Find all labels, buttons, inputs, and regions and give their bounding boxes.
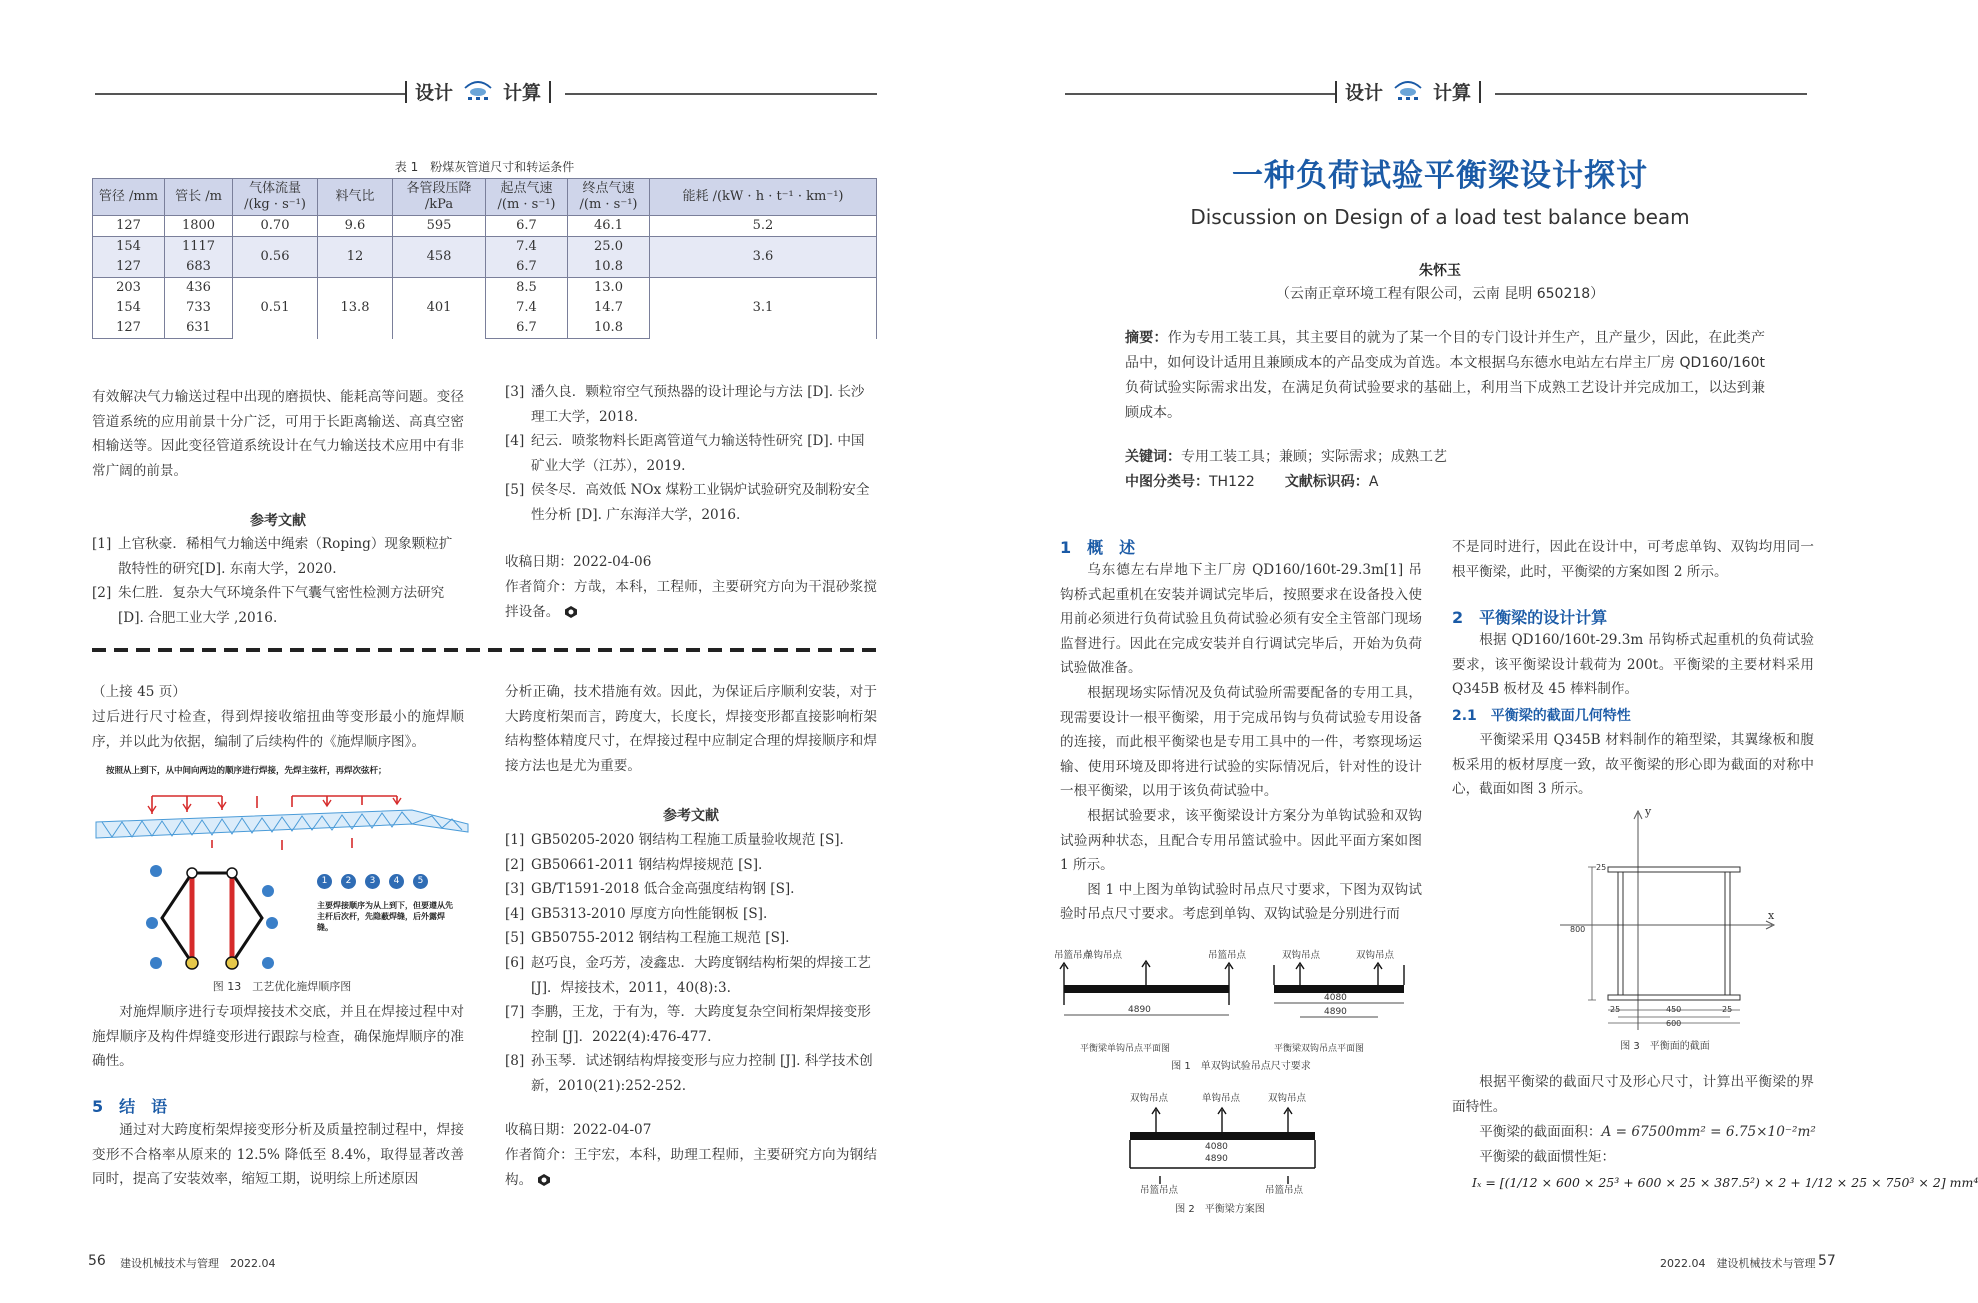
area-line: [1452, 1120, 1832, 1145]
reference-item: [505, 877, 877, 902]
cloud-computing-icon: [461, 80, 495, 104]
affiliation: （云南正章环境工程有限公司，云南 昆明 650218）: [1275, 286, 1605, 302]
table-cell: 0.56: [233, 237, 318, 278]
subsection-heading: 2.1 平衡梁的截面几何特性: [1452, 708, 1631, 724]
truss-drawing: [92, 788, 472, 860]
reference-number: [8]: [505, 1053, 525, 1070]
table-caption: 表 1 粉煤灰管道尺寸和转运条件: [394, 160, 575, 174]
figure-sub-caption: 平衡梁单钩吊点平面图: [1080, 1044, 1171, 1054]
header-divider: [405, 81, 407, 103]
reference-number: [1]: [92, 536, 112, 552]
reference-number: [4]: [505, 433, 525, 450]
dashed-divider: [92, 648, 877, 652]
table-cell: 9.6: [318, 216, 393, 237]
reference-number: [2]: [92, 585, 112, 602]
sequence-dot: 1: [317, 874, 332, 889]
reference-text: 赵巧良，金巧芳，凌鑫忠．大跨度钢结构桁架的焊接工艺 [J]．焊接技术，2011，40(8):3.: [531, 954, 871, 996]
figure-banner-text: 按照从上到下，从中间向两边的顺序进行焊接，先焊主弦杆，再焊次弦杆；: [106, 766, 387, 776]
table-cell: 154: [93, 298, 165, 318]
reference-item: [505, 853, 877, 878]
table-header-cell: 起点气速 /(m · s⁻¹): [486, 179, 568, 216]
doc-code-value: A: [1368, 474, 1379, 490]
paragraph: 过后进行尺寸检查，得到焊接收缩扭曲等变形最小的施焊顺序，并以此为依据，编制了后续构件的《施焊顺序图》。: [92, 709, 464, 750]
reference-number: [5]: [505, 482, 525, 499]
reference-number: [5]: [505, 930, 525, 947]
table-cell: 3.6: [650, 237, 877, 278]
section-1-body: [1060, 558, 1422, 927]
reference-text: 李鹏，王龙，于有为，等．大跨度复杂空间桁架焊接变形控制 [J]．2022(4):476-477.: [531, 1004, 871, 1045]
table-cell: 10.8: [568, 318, 650, 339]
figure-note: 主要焊接顺序为从上到下，但要遵从先主杆后次杆，先隐蔽焊缝，后外露焊缝。: [317, 901, 453, 932]
reference-number: [6]: [505, 954, 525, 971]
table-cell: 127: [93, 216, 165, 237]
table-cell: 127: [93, 318, 165, 339]
references-title: 参考文献: [250, 513, 306, 529]
figure-caption: 图 3 平衡面的截面: [1620, 1041, 1710, 1052]
page-header: [1335, 78, 1481, 105]
basket-label: 吊篮吊点: [1140, 1185, 1179, 1196]
paragraph: 平衡梁采用 Q345B 材料制作的箱型梁，其翼缘板和腹板采用的板材厚度一致，故平衡梁的形心即为截面的对称中心，截面如图 3 所示。: [1452, 732, 1814, 798]
reference-text: 潘久良．颗粒帘空气预热器的设计理论与方法 [D]. 长沙理工大学，2018.: [531, 384, 865, 425]
data-table: [92, 178, 877, 339]
paragraph: 乌东德左右岸地下主厂房 QD160/160t-29.3m[1] 吊钩桥式起重机在安装并调试完毕后，按照要求在设备投入使用前必须进行负荷试验且负荷试验必须有安全主管部门现场监督进行。因此在完成安装并自行调试完毕后，开始为负荷试验做准备。: [1060, 562, 1422, 677]
single-hook-label: 单钩吊点: [1084, 950, 1123, 961]
paragraph: 根据现场实际情况及负荷试验所需要配备的专用工具，现需要设计一根平衡梁，用于完成吊钩与负荷试验专用设备的连接，而此根平衡梁也是专用工具中的一件，考察现场运输、使用环境及即将进行试验的实际情况后，针对性的设计一根平衡梁，以用于该负荷试验中。: [1060, 684, 1422, 800]
reference-number: [2]: [505, 856, 525, 873]
dimension-label: 25: [1722, 1005, 1733, 1014]
reference-text: GB/T1591-2018 低合金高强度结构钢 [S].: [531, 881, 795, 898]
table-cell: 203: [93, 278, 165, 299]
section-heading: 2 平衡梁的设计计算: [1452, 608, 1608, 627]
author-bio-text: 作者简介：方哉，本科，工程师，主要研究方向为干混砂浆搅拌设备。: [505, 579, 877, 620]
table-cell: 6.7: [486, 257, 568, 278]
table-cell: 1800: [165, 216, 233, 237]
reference-number: [7]: [505, 1004, 525, 1021]
table-cell: 46.1: [568, 216, 650, 237]
reference-item: [505, 429, 877, 478]
header-rule-left: [95, 93, 405, 95]
reference-number: [1]: [505, 832, 525, 848]
reference-number: [4]: [505, 905, 525, 922]
dimension-label: 450: [1666, 1005, 1682, 1014]
dimension-label: 25: [1596, 863, 1607, 872]
figure-caption: 图 2 平衡梁方案图: [1175, 1204, 1265, 1215]
table-header-cell: 气体流量 /(kg · s⁻¹): [233, 179, 318, 216]
clc-label: 中图分类号：: [1125, 474, 1209, 490]
article-title: 一种负荷试验平衡梁设计探讨: [1232, 158, 1648, 194]
table-cell: 7.4: [486, 298, 568, 318]
figure-2: [1120, 1090, 1360, 1215]
table-cell: 3.1: [650, 278, 877, 339]
table-cell: 127: [93, 257, 165, 278]
axis-y-label: y: [1645, 805, 1652, 818]
left-page: [0, 0, 960, 1303]
header-divider: [549, 81, 551, 103]
header-design-word: 设计: [1345, 82, 1384, 104]
paragraph: 通过对大跨度桁架焊接变形分析及质量控制过程中，焊接变形不合格率从原来的 12.5% 降低至 8.4%，取得显著改善同时，提高了安装效率，缩短工期，说明综上所述原因: [92, 1122, 464, 1188]
table-row: [93, 216, 877, 237]
table-cell: 0.51: [233, 278, 318, 339]
table-cell: 5.2: [650, 216, 877, 237]
reference-item: [505, 1000, 877, 1049]
table-cell: 1117: [165, 237, 233, 258]
dimension-label: 25: [1610, 1005, 1621, 1014]
keywords-label: 关键词：: [1125, 449, 1181, 465]
reference-text: 孙玉琴．试述钢结构焊接变形与应力控制 [J]. 科学技术创新，2010(21):252-252.: [531, 1053, 873, 1094]
reference-text: GB5313-2010 厚度方向性能钢板 [S].: [531, 905, 768, 922]
reference-item: [505, 1049, 877, 1098]
classification: [1125, 470, 1765, 495]
paragraph: 根据试验要求，该平衡梁设计方案分为单钩试验和双钩试验两种状态，且配合专用吊篮试验中。因此平面方案如图 1 所示。: [1060, 807, 1422, 874]
axis-x-label: x: [1768, 909, 1775, 922]
reference-item: [505, 478, 877, 527]
paragraph: 有效解决气力输送过程中出现的磨损快、能耗高等问题。变径管道系统的应用前景十分广泛，可用于长距离输送、高真空密相输送等。因此变径管道系统设计在气力输送技术应用中有非常广阔的前景。: [92, 389, 464, 479]
page-number: 56: [88, 1253, 106, 1269]
abstract: [1125, 326, 1765, 426]
paragraph: 根据平衡梁的截面尺寸及形心尺寸，计算出平衡梁的界面特性。: [1452, 1074, 1814, 1115]
double-hook-label: 双钩吊点: [1268, 1093, 1307, 1104]
reference-item: [505, 380, 877, 429]
basket-label: 吊篮吊点: [1054, 950, 1093, 961]
table-header-cell: 能耗 /(kW · h · t⁻¹ · km⁻¹): [650, 179, 877, 216]
table-cell: 0.70: [233, 216, 318, 237]
table-cell: 6.7: [486, 216, 568, 237]
reference-text: 侯冬尽．高效低 NOx 煤粉工业锅炉试验研究及制粉安全性分析 [D]. 广东海洋大学，2016.: [531, 482, 870, 523]
reference-text: 纪云．喷浆物料长距离管道气力输送特性研究 [D]. 中国矿业大学（江苏），2019.: [531, 433, 865, 474]
reference-item: [505, 828, 877, 853]
header-calc-word: 计算: [1433, 82, 1472, 104]
sequence-dot: 3: [365, 874, 380, 889]
table-cell: 6.7: [486, 318, 568, 339]
figure-sub-caption: 平衡梁双钩吊点平面图: [1274, 1044, 1365, 1054]
abstract-text: 作为专用工装工具，其主要目的就为了某一个目的专门设计并生产，且产量少，因此，在此类产品中，如何设计适用且兼顾成本的产品变成为首选。本文根据乌东德水电站左右岸主厂房 QD160/160t 负荷试验实际需求出发，在满足负荷试验要求的基础上，利用当下成熟工艺设计并完成加工，以达到兼顾成本。: [1125, 330, 1766, 421]
dimension-label: 4080: [1205, 1142, 1228, 1152]
figure-caption: 图 13 工艺优化施焊顺序图: [212, 980, 352, 993]
table-cell: 683: [165, 257, 233, 278]
dimension-label: 600: [1666, 1019, 1682, 1028]
received-date: 收稿日期：2022-04-07: [505, 1122, 652, 1138]
table-cell: 733: [165, 298, 233, 318]
reference-number: [3]: [505, 881, 525, 898]
page-header: [405, 78, 551, 105]
paragraph: 分析正确，技术措施有效。因此，为保证后序顺利安装，对于大跨度桁架而言，跨度大，长度长，焊接变形都直接影响桁架结构整体精度尺寸，在焊接过程中应制定合理的焊接顺序和焊接方法也是尤为重要。: [505, 684, 877, 774]
clc-value: TH122: [1209, 474, 1255, 490]
reference-list: [505, 380, 877, 528]
table-header-cell: 管长 /m: [165, 179, 233, 216]
area-formula: A = 67500mm² = 6.75×10⁻²m²: [1601, 1124, 1816, 1140]
table-cell: 631: [165, 318, 233, 339]
sequence-dot: 4: [389, 874, 404, 889]
table-cell: 436: [165, 278, 233, 299]
table-cell: 401: [393, 278, 486, 339]
reference-text: GB50205-2020 钢结构工程施工质量验收规范 [S].: [531, 832, 844, 848]
table-header-cell: 管径 /mm: [93, 179, 165, 216]
inertia-label: 平衡梁的截面惯性矩：: [1479, 1149, 1616, 1165]
continued-label: （上接 45 页）: [92, 684, 186, 700]
sequence-legend: [317, 874, 428, 889]
header-divider: [1335, 81, 1337, 103]
basket-label: 吊篮吊点: [1208, 950, 1247, 961]
paragraph: 图 1 中上图为单钩试验时吊点尺寸要求，下图为双钩试验时吊点尺寸要求。考虑到单钩、双钩试验是分别进行而: [1060, 881, 1422, 923]
abstract-label: 摘要：: [1125, 330, 1168, 346]
references-title: 参考文献: [663, 808, 719, 824]
author-bio: [505, 575, 877, 624]
reference-text: 上官秋豪．稀相气力输送中绳索（Roping）现象颗粒扩散特性的研究[D]. 东南大学，2020.: [118, 536, 453, 577]
footer-journal: 建设机械技术与管理 2022.04: [120, 1257, 276, 1270]
author-bio: [505, 1143, 877, 1192]
single-hook-label: 单钩吊点: [1202, 1093, 1241, 1104]
figure-1: [1054, 945, 1422, 1080]
joint-drawing: [142, 863, 282, 978]
author-bio-text: 作者简介：王宇宏，本科，助理工程师，主要研究方向为钢结构。: [505, 1147, 877, 1188]
reference-text: 朱仁胜．复杂大气环境条件下气囊气密性检测方法研究[D]. 合肥工业大学 ,2016.: [118, 585, 445, 626]
table-header-cell: 终点气速 /(m · s⁻¹): [568, 179, 650, 216]
received-date: 收稿日期：2022-04-06: [505, 554, 652, 570]
paragraph: 根据 QD160/160t-29.3m 吊钩桥式起重机的负荷试验要求，该平衡梁设计载荷为 200t。平衡梁的主要材料采用 Q345B 板材及 45 棒料制作。: [1452, 632, 1814, 698]
table-cell: 154: [93, 237, 165, 258]
dimension-label: 800: [1570, 925, 1586, 934]
table-cell: 25.0: [568, 237, 650, 258]
paragraph: 对施焊顺序进行专项焊接技术交底，并且在焊接过程中对施焊顺序及构件焊缝变形进行跟踪与检查，确保施焊顺序的准确性。: [92, 1004, 464, 1070]
figure-3: [1550, 805, 1780, 1050]
table-row: [93, 237, 877, 258]
table-cell: 595: [393, 216, 486, 237]
dimension-label: 4890: [1128, 1005, 1151, 1015]
page-number: 57: [1818, 1253, 1836, 1269]
dimension-label: 4890: [1205, 1154, 1228, 1164]
table-cell: 10.8: [568, 257, 650, 278]
header-design-word: 设计: [415, 82, 454, 104]
table-header-cell: 料气比: [318, 179, 393, 216]
reference-item: [92, 581, 464, 630]
header-calc-word: 计算: [503, 82, 542, 104]
reference-item: [505, 926, 877, 951]
header-rule-right: [565, 93, 877, 95]
reference-text: GB50661-2011 钢结构焊接规范 [S].: [531, 856, 763, 873]
sequence-dot: 5: [413, 874, 428, 889]
table-row: [93, 278, 877, 299]
area-label: 平衡梁的截面面积：: [1479, 1124, 1602, 1140]
cross-section-drawing: [1550, 805, 1780, 1035]
doc-code-label: 文献标识码：: [1284, 474, 1369, 490]
table-cell: 13.8: [318, 278, 393, 339]
reference-number: [3]: [505, 384, 525, 400]
table-cell: 14.7: [568, 298, 650, 318]
right-page: [960, 0, 1978, 1303]
figure-13: [92, 758, 472, 993]
dimension-label: 4080: [1324, 993, 1347, 1003]
keywords-text: 专用工装工具；兼顾；实际需求；成熟工艺: [1181, 449, 1447, 465]
reference-text: GB50755-2012 钢结构工程施工规范 [S].: [531, 930, 790, 947]
inertia-formula: Iₓ = [(1/12 × 600 × 25³ + 600 × 25 × 387.5²) × 2 + 1/12 × 25 × 750³ × 2] mm⁴: [1472, 1175, 1978, 1190]
header-rule-right: [1495, 93, 1807, 95]
reference-item: [92, 532, 464, 581]
end-mark-icon: [564, 605, 578, 619]
reference-list: [92, 532, 464, 630]
section-heading: 1 概 述: [1060, 538, 1136, 557]
table-cell: 7.4: [486, 237, 568, 258]
double-hook-label: 双钩吊点: [1282, 950, 1321, 961]
table-header-cell: 各管段压降 /kPa: [393, 179, 486, 216]
reference-list: [505, 828, 877, 1099]
reference-item: [505, 951, 877, 1000]
table-cell: 12: [318, 237, 393, 278]
table-cell: 13.0: [568, 278, 650, 299]
header-rule-left: [1065, 93, 1335, 95]
author-name: 朱怀玉: [1419, 263, 1461, 279]
table-cell: 458: [393, 237, 486, 278]
section-heading: 5 结 语: [92, 1097, 168, 1116]
basket-label: 吊篮吊点: [1265, 1185, 1304, 1196]
sequence-dot: 2: [341, 874, 356, 889]
double-hook-label: 双钩吊点: [1130, 1093, 1169, 1104]
double-hook-label: 双钩吊点: [1356, 950, 1395, 961]
cloud-computing-icon: [1391, 80, 1425, 104]
keywords: [1125, 445, 1765, 470]
header-divider: [1479, 81, 1481, 103]
footer-journal: 2022.04 建设机械技术与管理: [1660, 1257, 1816, 1270]
reference-item: [505, 902, 877, 927]
end-mark-icon: [537, 1173, 551, 1187]
figure-caption: 图 1 单双钩试验吊点尺寸要求: [1171, 1061, 1311, 1072]
article-subtitle: Discussion on Design of a load test balance beam: [1190, 205, 1690, 229]
dimension-label: 4890: [1324, 1007, 1347, 1017]
table-cell: 8.5: [486, 278, 568, 299]
paragraph: 不是同时进行，因此在设计中，可考虑单钩、双钩均用同一根平衡梁，此时，平衡梁的方案如图 2 所示。: [1452, 539, 1814, 580]
